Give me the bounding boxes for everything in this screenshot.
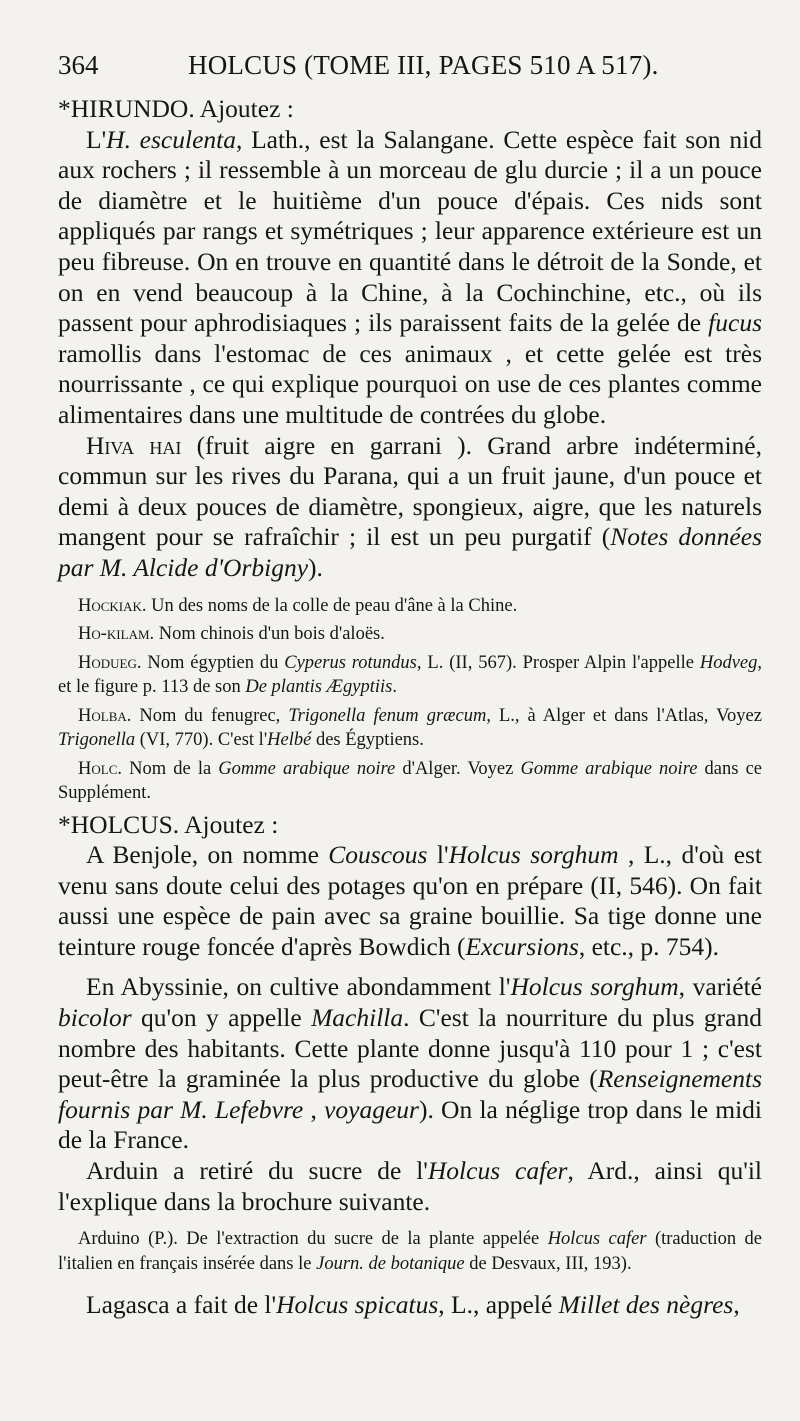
entry-hockiak [58, 594, 762, 619]
paragraph-holcus-abyssinie [58, 972, 762, 1156]
species-name: Hodveg [699, 652, 758, 673]
species-name: Machilla [311, 1003, 404, 1033]
text-run: , L., appelé [438, 1290, 559, 1320]
entry-ho-kilam [58, 622, 762, 647]
text-run: ). [308, 552, 323, 582]
running-title: HOLCUS (TOME III, PAGES 510 A 517). [188, 50, 659, 80]
species-name: Millet des nègres [558, 1290, 734, 1320]
book-title: Journ. de botanique [316, 1253, 465, 1274]
paragraph-holcus-benjole [58, 840, 762, 962]
species-name: Holcus cafer [427, 1156, 568, 1186]
text-run: Nom de la [122, 758, 219, 779]
text-run: En Abyssinie, on cultive abondamment l' [86, 972, 511, 1002]
text-run: , L. (II, 567). Prosper Alpin l'appelle [416, 652, 700, 673]
text-run: Un des noms de la colle de peau d'âne à la Chine. [146, 595, 518, 616]
entry-holc [58, 757, 762, 806]
text-run: , variété [678, 972, 762, 1002]
species-name: H. esculenta [106, 124, 236, 154]
text-run: (VI, 770). C'est l' [135, 730, 268, 750]
page-body [58, 94, 762, 1321]
paragraph-holcus-lagasca [58, 1290, 762, 1321]
entry-term: Hiva hai [86, 430, 182, 460]
paragraph-holcus-arduin [58, 1156, 762, 1217]
text-run: , Lath., est la Salangane. Cette espèce fait son nid aux rochers ; il ressemble à un morceau de glu durcie ; il a un pouce de diamètre et le huitième d'un pouce d'épais. Ces nids sont appliqués par rangs et symétriques ; leur apparence extérieure est un peu fibreuse. On en trouve en quantité dans le détroit de la Sonde, et on en vend beaucoup à la Chine, à la Cochinchine, etc., où ils passent pour aphrodisiaques ; ils paraissent faits de la gelée de [58, 124, 762, 338]
text-run: Arduin a retiré du sucre de l' [86, 1156, 428, 1186]
text-run: Nom chinois d'un bois d'aloës. [154, 624, 385, 644]
text-run: ramollis dans l'estomac de ces animaux , et cette gelée est très nourrissante , ce qui explique pourquoi on use de ces plantes comme alimentaires dans une multitude de contrées du globe. [58, 338, 762, 429]
species-name: bicolor [58, 1003, 132, 1033]
entry-term: Ho-kilam. [78, 624, 155, 644]
book-title: De plantis Ægyptiis [245, 677, 393, 697]
text-run: , et le figure p. 113 de son [58, 652, 762, 697]
paragraph-hirundo [58, 125, 762, 431]
text-run: , [733, 1290, 740, 1320]
page-number: 364 [58, 50, 99, 80]
text-run: Lagasca a fait de l' [86, 1290, 277, 1320]
entry-term: Holba. [78, 705, 132, 726]
text-run: l' [427, 840, 449, 870]
running-header [58, 40, 758, 90]
species-name: Gomme arabique noire [218, 758, 396, 779]
source-note: Renseignements fournis par M. Lefebvre [58, 1064, 762, 1124]
text-run: qu'on y appelle [131, 1003, 312, 1033]
species-name: Holcus sorghum [448, 840, 619, 870]
text-run: des Égyptiens. [311, 730, 424, 750]
species-name: Gomme arabique noire [520, 758, 698, 779]
entry-hodueg [58, 651, 762, 700]
text-run: Nom égyptien du [141, 652, 285, 673]
entry-holba [58, 704, 762, 753]
entry-term: Hockiak. [78, 595, 147, 616]
text-run: , L., d'où est venu sans doute celui des potages qu'on en prépare (II, 546). On fait aussi une espèce de pain avec sa graine bouillie. Sa tige donne une teinture rouge foncée d'après Bowdich ( [58, 840, 763, 961]
text-run: , etc., p. 754). [578, 931, 720, 961]
text-run: , L., à Alger et dans l'Atlas, Voyez [486, 705, 762, 726]
species-name: fucus [708, 308, 762, 338]
text-run: , [303, 1094, 325, 1124]
text-run: . C'est la nourriture du plus grand nombre des habitants. Cette plante donne jusqu'à 110 pour 1 ; c'est peut-être la graminée la plus productive du globe ( [58, 1003, 762, 1094]
entry-term: Holc. [78, 758, 122, 779]
text-run: . [392, 677, 397, 697]
text-run: (traduction de l'italien en français insérée dans le [58, 1229, 762, 1274]
text-run: L' [86, 124, 107, 154]
text-run: Nom du fenugrec, [131, 705, 289, 726]
species-name: Trigonella [58, 730, 136, 750]
species-name: Helbé [267, 730, 312, 750]
species-name: Holcus cafer [547, 1229, 647, 1250]
species-name: Holcus spicatus [276, 1290, 439, 1320]
text-run: de Desvaux, III, 193). [464, 1253, 632, 1274]
text-run: ). On la néglige trop dans le midi de la France. [58, 1094, 763, 1155]
heading-hirundo: *HIRUNDO. Ajoutez : [58, 94, 294, 123]
text-run: A Benjole, on nomme [86, 840, 329, 870]
reference-arduino [58, 1227, 762, 1276]
heading-holcus: *HOLCUS. Ajoutez : [58, 809, 279, 839]
text-run: Arduino (P.). De l'extraction du sucre de la plante appelée [78, 1229, 548, 1250]
species-name: Trigonella fenum græcum [288, 705, 487, 726]
text-run: (fruit aigre en garrani ). Grand arbre indéterminé, commun sur les rives du Parana, qui a un fruit jaune, d'un pouce et demi à deux pouces de diamètre, spongieux, aigre, que les naturels mangent pour se rafraîchir ; il est un peu purgatif ( [58, 430, 762, 552]
entry-term: Hodueg. [78, 652, 142, 673]
source-note: voyageur [324, 1094, 419, 1124]
source-note: Notes données par M. Alcide d'Orbigny [58, 522, 762, 582]
species-name: Cyperus rotundus [284, 652, 417, 673]
species-name: Holcus sorghum [510, 972, 679, 1002]
paragraph-hiva-hai [58, 431, 762, 584]
book-title: Excursions [465, 931, 579, 961]
text-run: dans ce Supplément. [58, 758, 763, 803]
small-entries [58, 594, 762, 806]
species-name: Couscous [328, 840, 428, 870]
text-run: d'Alger. Voyez [395, 758, 521, 779]
text-run: , Ard., ainsi qu'il l'explique dans la brochure suivante. [58, 1156, 762, 1216]
